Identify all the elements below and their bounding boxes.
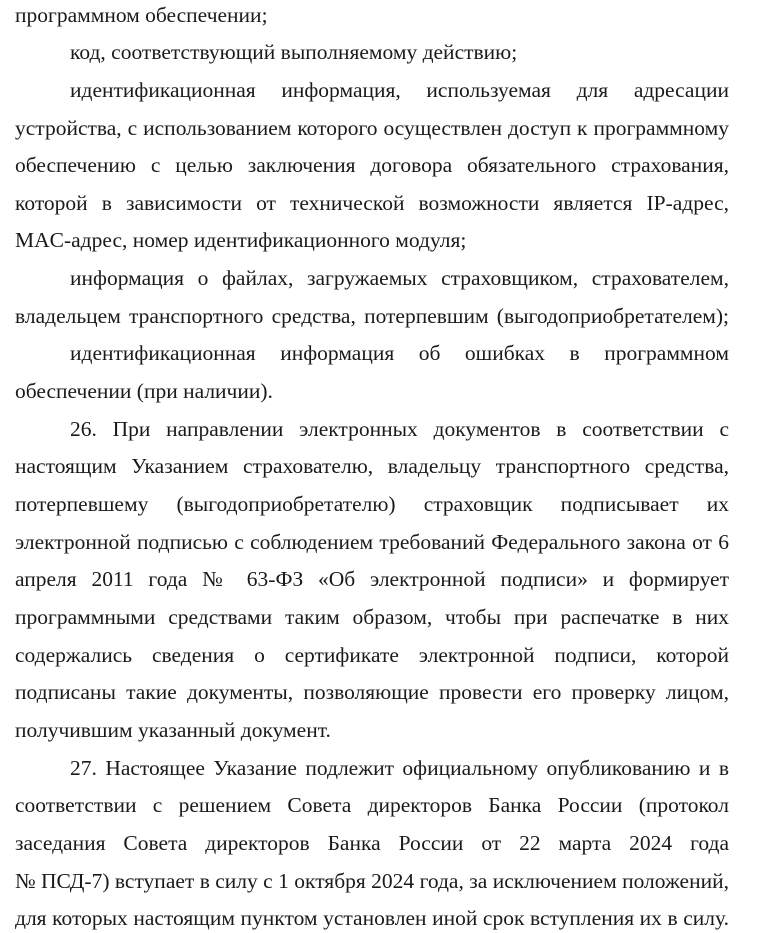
text-line: для которых настоящим пунктом установлен иной срок вступления их в силу. [15,906,729,930]
text-line: программном обеспечении; [15,3,268,27]
text-line: идентификационная информация, используемая для адресации [70,78,729,102]
text-line: соответствии с решением Совета директоров Банка России (протокол [15,793,729,817]
text-line: код, соответствующий выполняемому действию; [70,40,518,64]
text-line: владельцем транспортного средства, потерпевшим (выгодоприобретателем); [15,304,729,328]
text-line: 27. Настоящее Указание подлежит официальному опубликованию и в [70,756,729,780]
text-line: 26. При направлении электронных документов в соответствии с [70,417,729,441]
text-line: обеспечению с целью заключения договора обязательного страхования, [15,153,729,177]
text-line: MAC-адрес, номер идентификационного модуля; [15,228,467,252]
text-line: идентификационная информация об ошибках в программном [70,341,729,365]
text-line: подписаны такие документы, позволяющие провести его проверку лицом, [15,680,729,704]
text-line: получившим указанный документ. [15,718,331,742]
text-line: потерпевшему (выгодоприобретателю) страховщик подписывает их [15,492,729,516]
text-line: которой в зависимости от технической возможности является IP-адрес, [15,191,729,215]
text-line: заседания Совета директоров Банка России от 22 марта 2024 года [15,831,729,855]
text-line: апреля 2011 года № 63-ФЗ «Об электронной подписи» и формирует [15,567,729,591]
text-line: информация о файлах, загружаемых страховщиком, страхователем, [70,266,729,290]
text-line: обеспечении (при наличии). [15,379,273,403]
text-line: электронной подписью с соблюдением требований Федерального закона от 6 [15,530,729,554]
text-line: настоящим Указанием страхователю, владельцу транспортного средства, [15,454,729,478]
text-line: устройства, с использованием которого осуществлен доступ к программному [15,116,729,140]
text-line: программными средствами таким образом, чтобы при распечатке в них [15,605,729,629]
text-line: № ПСД-7) вступает в силу с 1 октября 2024 года, за исключением положений, [15,869,729,893]
text-line: содержались сведения о сертификате электронной подписи, которой [15,643,729,667]
